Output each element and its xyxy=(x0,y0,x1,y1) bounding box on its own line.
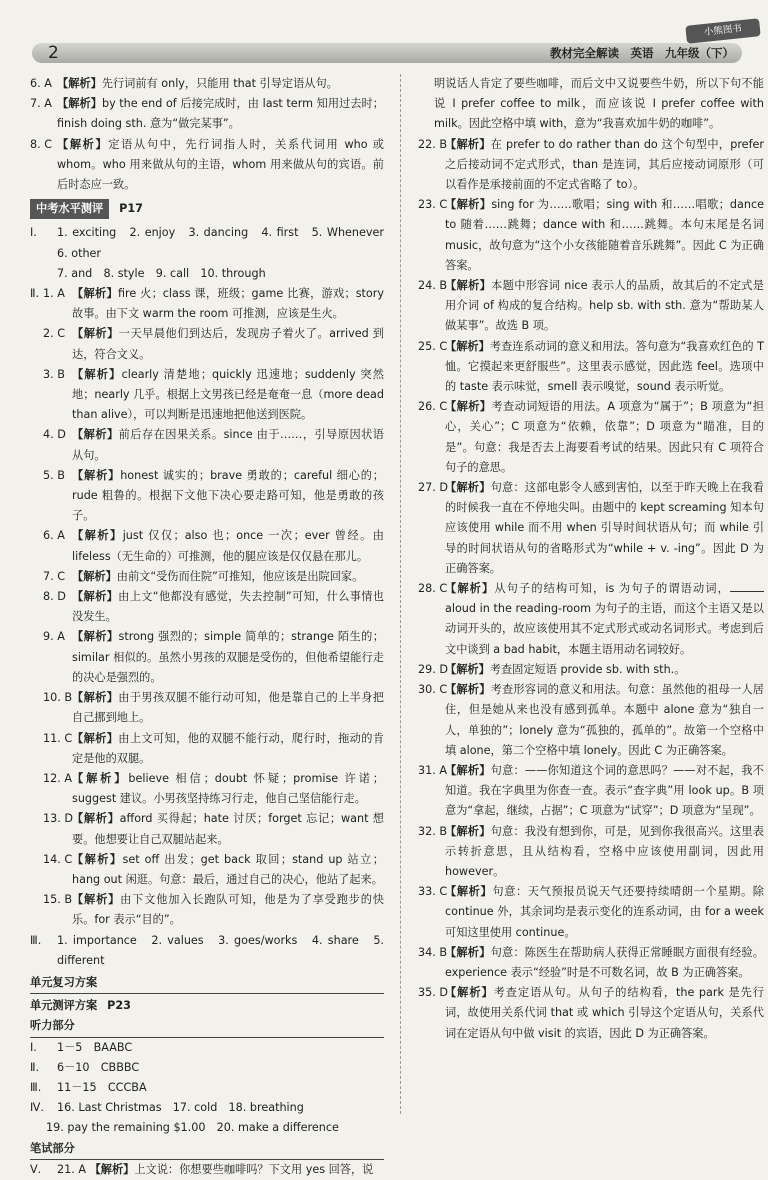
written-title: 笔试部分 xyxy=(30,1139,384,1160)
listening-text: 16. Last Christmas 17. cold 18. breathing xyxy=(57,1101,304,1115)
answer-item xyxy=(30,284,384,324)
item-number: 8. D xyxy=(43,590,66,604)
answer-item xyxy=(30,809,384,849)
part-label: Ⅰ. xyxy=(30,226,37,240)
item-number: 13. D xyxy=(43,812,73,826)
written-first-item xyxy=(30,1160,384,1180)
answer-item xyxy=(30,688,384,728)
item-text-cont: aloud in the reading-room 为句子的主语，而这个主语又是以动词开头的，故应该使用其不定式形式或动名词形式。考虑到后文中谈到 a bad habit，本题主语用动名词较好。 xyxy=(445,602,764,656)
answer-item xyxy=(418,660,764,680)
section-title: 中考水平测评 xyxy=(30,199,109,219)
analysis-tag: 【解析】 xyxy=(57,97,102,111)
answer-list-top xyxy=(30,74,384,195)
item-text: fire 火；class 课，班级；game 比赛，游戏；story 故事。由下文 warm the room 可推测，应该是生火。 xyxy=(72,287,384,321)
listening-text: 6－10 CBBBC xyxy=(57,1060,140,1074)
analysis-tag: 【解析】 xyxy=(72,852,123,866)
item-number: 30. C xyxy=(418,683,448,697)
item-text: 由下文他加入长跑队可知，他是为了享受跑步的快乐。for 表示“目的”。 xyxy=(72,893,384,927)
item-text: 由上文“他都没有感觉，失去控制”可知，什么事情也没发生。 xyxy=(72,590,384,624)
item-number: 7. C xyxy=(43,569,66,583)
book-title: 教材完全解读 英语 九年级（下） xyxy=(550,46,734,60)
item-text: 一天早晨他们到达后，发现房子着火了。arrived 到达，符合文义。 xyxy=(72,327,384,361)
answer-blank xyxy=(730,581,764,592)
answer-item xyxy=(30,94,384,134)
analysis-tag: 【解析】 xyxy=(72,590,119,604)
item-text: 考查固定短语 provide sb. with sth.。 xyxy=(489,662,686,676)
section-page: P17 xyxy=(119,202,143,216)
left-column xyxy=(30,74,396,1180)
analysis-tag: 【解析】 xyxy=(445,582,495,596)
item-number: 1. A xyxy=(43,287,65,301)
item-number: 8. C xyxy=(30,137,53,151)
analysis-tag: 【解析】 xyxy=(72,287,118,301)
analysis-tag: 【解析】 xyxy=(72,569,117,583)
answer-item xyxy=(418,397,764,478)
part-label: Ⅴ. xyxy=(30,1162,42,1176)
item-number: 29. D xyxy=(418,662,448,676)
analysis-tag: 【解析】 xyxy=(445,986,494,1000)
answer-item xyxy=(30,425,384,465)
part3-line: 1. importance 2. values 3. goes/works 4. share 5. different xyxy=(57,933,384,967)
item-number: 34. B xyxy=(418,945,448,959)
item-number: 6. A xyxy=(30,77,52,90)
part3-answers xyxy=(30,931,384,971)
item-text: 本题中形容词 nice 表示人的品质，故其后的不定式是用介词 of 构成的复合结构。help sb. with sth. 意为“帮助某人做某事”。故选 B 项。 xyxy=(445,279,764,333)
answer-item xyxy=(30,135,384,196)
analysis-tag: 【解析】 xyxy=(445,683,491,697)
part-label: Ⅳ. xyxy=(30,1101,44,1115)
analysis-tag: 【解析】 xyxy=(445,137,491,151)
item-number: 35. D xyxy=(418,986,448,1000)
item-text: 由上文可知，他的双腿不能行动，爬行时，拖动的肯定是他的双腿。 xyxy=(72,731,384,765)
item-text: 前后存在因果关系。since 由于……，引导原因状语从句。 xyxy=(72,428,384,462)
answer-item xyxy=(418,195,764,276)
listening-text: 1－5 BAABC xyxy=(57,1040,133,1054)
item-text: 句意：陈医生在帮助病人获得正常睡眠方面很有经验。experience 表示“经验”时是不可数名词，故 B 为正确答案。 xyxy=(445,945,764,979)
item-number: 31. A xyxy=(418,763,448,777)
listening-text: 11－15 CCCBA xyxy=(57,1080,147,1094)
answer-item xyxy=(418,478,764,579)
part1-line1: 1. exciting 2. enjoy 3. dancing 4. first 5. Whenever 6. other xyxy=(57,226,396,260)
item-number: 28. C xyxy=(418,582,448,596)
item-number: 2. C xyxy=(43,327,66,341)
item-number: 23. C xyxy=(418,198,448,212)
item-number: 4. D xyxy=(43,428,66,442)
item-number: 32. B xyxy=(418,824,448,838)
answer-item xyxy=(418,680,764,761)
item-text: 从句子的结构可知，is 为句子的谓语动词， xyxy=(494,582,730,596)
answer-item xyxy=(30,587,384,627)
listening-row xyxy=(30,1098,384,1118)
item-text: 先行词前有 only，只能用 that 引导定语从句。 xyxy=(101,77,338,90)
item-number: 24. B xyxy=(418,279,448,293)
analysis-tag: 【解析】 xyxy=(72,731,119,745)
analysis-tag: 【解析】 xyxy=(445,824,491,838)
analysis-tag: 【解析】 xyxy=(57,137,109,151)
item-text: 由前文“受伤而住院”可推知，他应该是出院回家。 xyxy=(116,569,364,583)
item-text: 在 prefer to do rather than do 这个句型中，prefer 之后接动词不定式形式，than 是连词，其后应接动词原形（可以看作是承接前面的不定式省略了 to）。 xyxy=(445,137,764,192)
item-text: just 仅仅；also 也；once 一次；ever 曾经。由 lifeless（无生命的）可推测，他的腿应该是仅仅悬在那儿。 xyxy=(72,529,384,563)
section-heading-exam xyxy=(30,197,384,221)
analysis-tag: 【解析】 xyxy=(445,885,493,899)
answer-item xyxy=(30,466,384,527)
answer-list-right xyxy=(418,135,764,1044)
item-text: sing for 为……歌唱；sing with 和……唱歌；dance to 随着……跳舞；dance with 和……跳舞。本句末尾是名词 music，故句意为“这个小女孩能随着音乐跳舞”。因此 C 为正确答案。 xyxy=(445,198,764,272)
column-divider xyxy=(400,74,401,1114)
answer-item xyxy=(418,761,764,822)
answer-item xyxy=(418,337,764,398)
item-text: 考查动词短语的用法。A 项意为“属于”；B 项意为“担心，关心”；C 项意为“依赖，依靠”；D 项意为“瞄准，目的是”。句意：我是否去上海要看考试的结果。因此只有 C 项符合句子的意思。 xyxy=(445,400,764,474)
page-header xyxy=(32,23,760,66)
answer-item xyxy=(30,850,384,890)
part1-line2: 7. and 8. style 9. call 10. through xyxy=(57,266,266,280)
analysis-tag: 【解析】 xyxy=(57,77,102,90)
item-number: 15. B xyxy=(43,893,73,907)
item-text: believe 相信；doubt 怀疑；promise 许诺；suggest 建议。小男孩坚持练习行走，他自己坚信能行走。 xyxy=(72,771,384,806)
unit-test-page: P23 xyxy=(107,999,131,1013)
item-number: 10. B xyxy=(43,691,73,705)
item-text: clearly 清楚地；quickly 迅速地；suddenly 突然地；nearly 几乎。根据上文男孩已经是奄奄一息（more dead than alive），可以判断是迅速地把他送到医院。 xyxy=(72,367,384,422)
unit-test-heading xyxy=(30,996,384,1016)
answer-item xyxy=(30,74,384,94)
answer-item xyxy=(418,579,764,660)
unit-test-title: 单元测评方案 xyxy=(30,999,98,1013)
item-text: 考查连系动词的意义和用法。答句意为“我喜欢红色的 T 恤。它摸起来更舒服些”。这里表示感觉，因此选 feel。选项中的 taste 表示味觉，smell 表示嗅觉，sound 表示听觉。 xyxy=(445,339,764,394)
analysis-tag: 【解析】 xyxy=(72,771,129,785)
analysis-tag: 【解析】 xyxy=(72,893,121,907)
item-text: 句意：这部电影令人感到害怕，以至于昨天晚上在我看的时候我一直在不停地尖叫。由题中的 kept screaming 知本句应该使用 while 而不用 when 引导时间状语从句；而 while 引导的时间状语从句的省略形式为“while + v. -ing”。因此 D 为正确答案。 xyxy=(445,481,764,575)
item-number: 3. B xyxy=(43,367,65,381)
right-column xyxy=(418,74,764,1044)
item-number: 14. C xyxy=(43,852,73,866)
item-text: 由于男孩双腿不能行动可知，他是靠自己的上半身把自己挪到地上。 xyxy=(72,691,384,725)
answer-item xyxy=(30,365,384,426)
listening-row xyxy=(30,1058,384,1078)
item-number: 6. A xyxy=(43,529,65,543)
item-text: 句意：天气预报员说天气还要持续晴朗一个星期。除 continue 外，其余词均是表示变化的连系动词，由 for a week 可知这里使用 continue。 xyxy=(445,885,764,939)
item-text: 上文说：你想要些咖啡吗？下文用 yes 回答，说 xyxy=(134,1162,374,1176)
part-label: Ⅲ. xyxy=(30,1080,42,1094)
item-number: 33. C xyxy=(418,885,448,899)
answer-item xyxy=(30,627,384,688)
answer-item xyxy=(30,729,384,769)
listening-answers xyxy=(30,1038,384,1119)
answer-item xyxy=(30,769,384,809)
item-text: 句意：我没有想到你，可是，见到你我很高兴。这里表示转折意思，且从结构看，空格中应该使用副词，因此用 however。 xyxy=(445,824,764,878)
listening-row xyxy=(30,1038,384,1058)
item-number: 12. A xyxy=(43,771,73,785)
item-text: 句意：——你知道这个词的意思吗？——对不起，我不知道。我在字典里为你查一查。表示“查字典”用 look up。B 项意为“拿起，继续，占据”；C 项意为“试穿”；D 项意为“呈现”。 xyxy=(445,763,764,818)
item-number: 21. A xyxy=(57,1162,87,1176)
analysis-tag: 【解析】 xyxy=(445,400,492,414)
answer-item xyxy=(418,822,764,883)
analysis-tag: 【解析】 xyxy=(72,630,119,644)
analysis-tag: 【解析】 xyxy=(72,691,119,705)
item-number: 7. A xyxy=(30,97,52,111)
answer-item xyxy=(418,882,764,943)
item-text: strong 强烈的；simple 简单的；strange 陌生的；similar 相似的。虽然小男孩的双腿是受伤的，但他希望能行走的决心是强烈的。 xyxy=(72,630,384,684)
answer-item xyxy=(30,324,384,364)
answer-item xyxy=(418,983,764,1044)
analysis-tag: 【解析】 xyxy=(72,327,119,341)
page-number: 2 xyxy=(48,43,59,63)
analysis-tag: 【解析】 xyxy=(445,945,491,959)
analysis-tag: 【解析】 xyxy=(72,428,119,442)
analysis-tag: 【解析】 xyxy=(72,812,120,826)
item-text: by the end of 后接完成时，由 last term 知用过去时；finish doing sth. 意为“做完某事”。 xyxy=(57,97,384,131)
analysis-tag: 【解析】 xyxy=(72,367,122,381)
part-label: Ⅲ. xyxy=(30,933,42,947)
item-text: 考查形容词的意义和用法。句意：虽然他的祖母一人居住，但是她从来也没有感到孤单。本题中 alone 意为“独自一人，单独的”；lonely 意为“孤独的，孤单的”。故第一个空格中填 alone，第二个空格中填 lonely。因此 C 为正确答案。 xyxy=(445,683,764,757)
part-label: Ⅱ. xyxy=(30,287,40,301)
item-number: 22. B xyxy=(418,137,448,151)
item-text: honest 诚实的；brave 勇敢的；careful 细心的；rude 粗鲁的。根据下文他下决心要走路可知，他是勇敢的孩子。 xyxy=(72,468,384,523)
continued-text: 明说话人肯定了要些咖啡，而后文中又说要些牛奶，所以下句不能说 I prefer coffee to milk，而应该说 I prefer coffee with milk。因此空格中填 with，意为“我喜欢加牛奶的咖啡”。 xyxy=(434,77,764,131)
answer-item xyxy=(418,943,764,983)
part2-answers xyxy=(30,284,384,931)
item-number: 27. D xyxy=(418,481,448,495)
analysis-tag: 【解析】 xyxy=(72,529,123,543)
item-number: 25. C xyxy=(418,339,448,353)
item-number: 26. C xyxy=(418,400,448,414)
analysis-tag: 【解析】 xyxy=(445,279,492,293)
publisher-tag: 小熊图书 xyxy=(685,18,760,44)
item-number: 9. A xyxy=(43,630,65,644)
part1-answers xyxy=(30,223,396,284)
analysis-tag: 【解析】 xyxy=(445,481,491,495)
analysis-tag: 【解析】 xyxy=(445,198,492,212)
review-title: 单元复习方案 xyxy=(30,973,384,994)
answer-item xyxy=(30,567,384,587)
item-text: 定语从句中，先行词指人时，关系代词用 who 或 whom。who 用来做从句的主语，whom 用来做从句的宾语。前后时态应一致。 xyxy=(57,137,384,192)
answer-item xyxy=(418,135,764,196)
part-label: Ⅰ. xyxy=(30,1040,37,1054)
item-number: 5. B xyxy=(43,468,65,482)
listening-row xyxy=(30,1078,384,1098)
listening-title: 听力部分 xyxy=(30,1016,384,1037)
analysis-tag: 【解析】 xyxy=(445,339,490,353)
part-label: Ⅱ. xyxy=(30,1060,40,1074)
analysis-tag: 【解析】 xyxy=(72,468,121,482)
item-number: 11. C xyxy=(43,731,73,745)
answer-item xyxy=(30,526,384,566)
analysis-tag: 【解析】 xyxy=(445,763,491,777)
analysis-tag: 【解析】 xyxy=(89,1162,135,1176)
item-text: set off 出发；get back 取回；stand up 站立；hang out 闲逛。句意：最后，通过自己的决心，他站了起来。 xyxy=(72,852,384,886)
analysis-tag: 【解析】 xyxy=(445,662,490,676)
answer-item xyxy=(418,276,764,337)
answer-item xyxy=(30,890,384,930)
item-text: afford 买得起；hate 讨厌；forget 忘记；want 想要。他想要让自己双腿站起来。 xyxy=(72,812,384,846)
listening-cont: 19. pay the remaining $1.00 20. make a difference xyxy=(46,1121,339,1135)
item-text: 考查定语从句。从句子的结构看，the park 是先行词，故使用关系代词 that 或 which 引导这个定语从句，关系代词在定语从句中做 visit 的宾语，因此 D 为正确答案。 xyxy=(445,986,764,1040)
